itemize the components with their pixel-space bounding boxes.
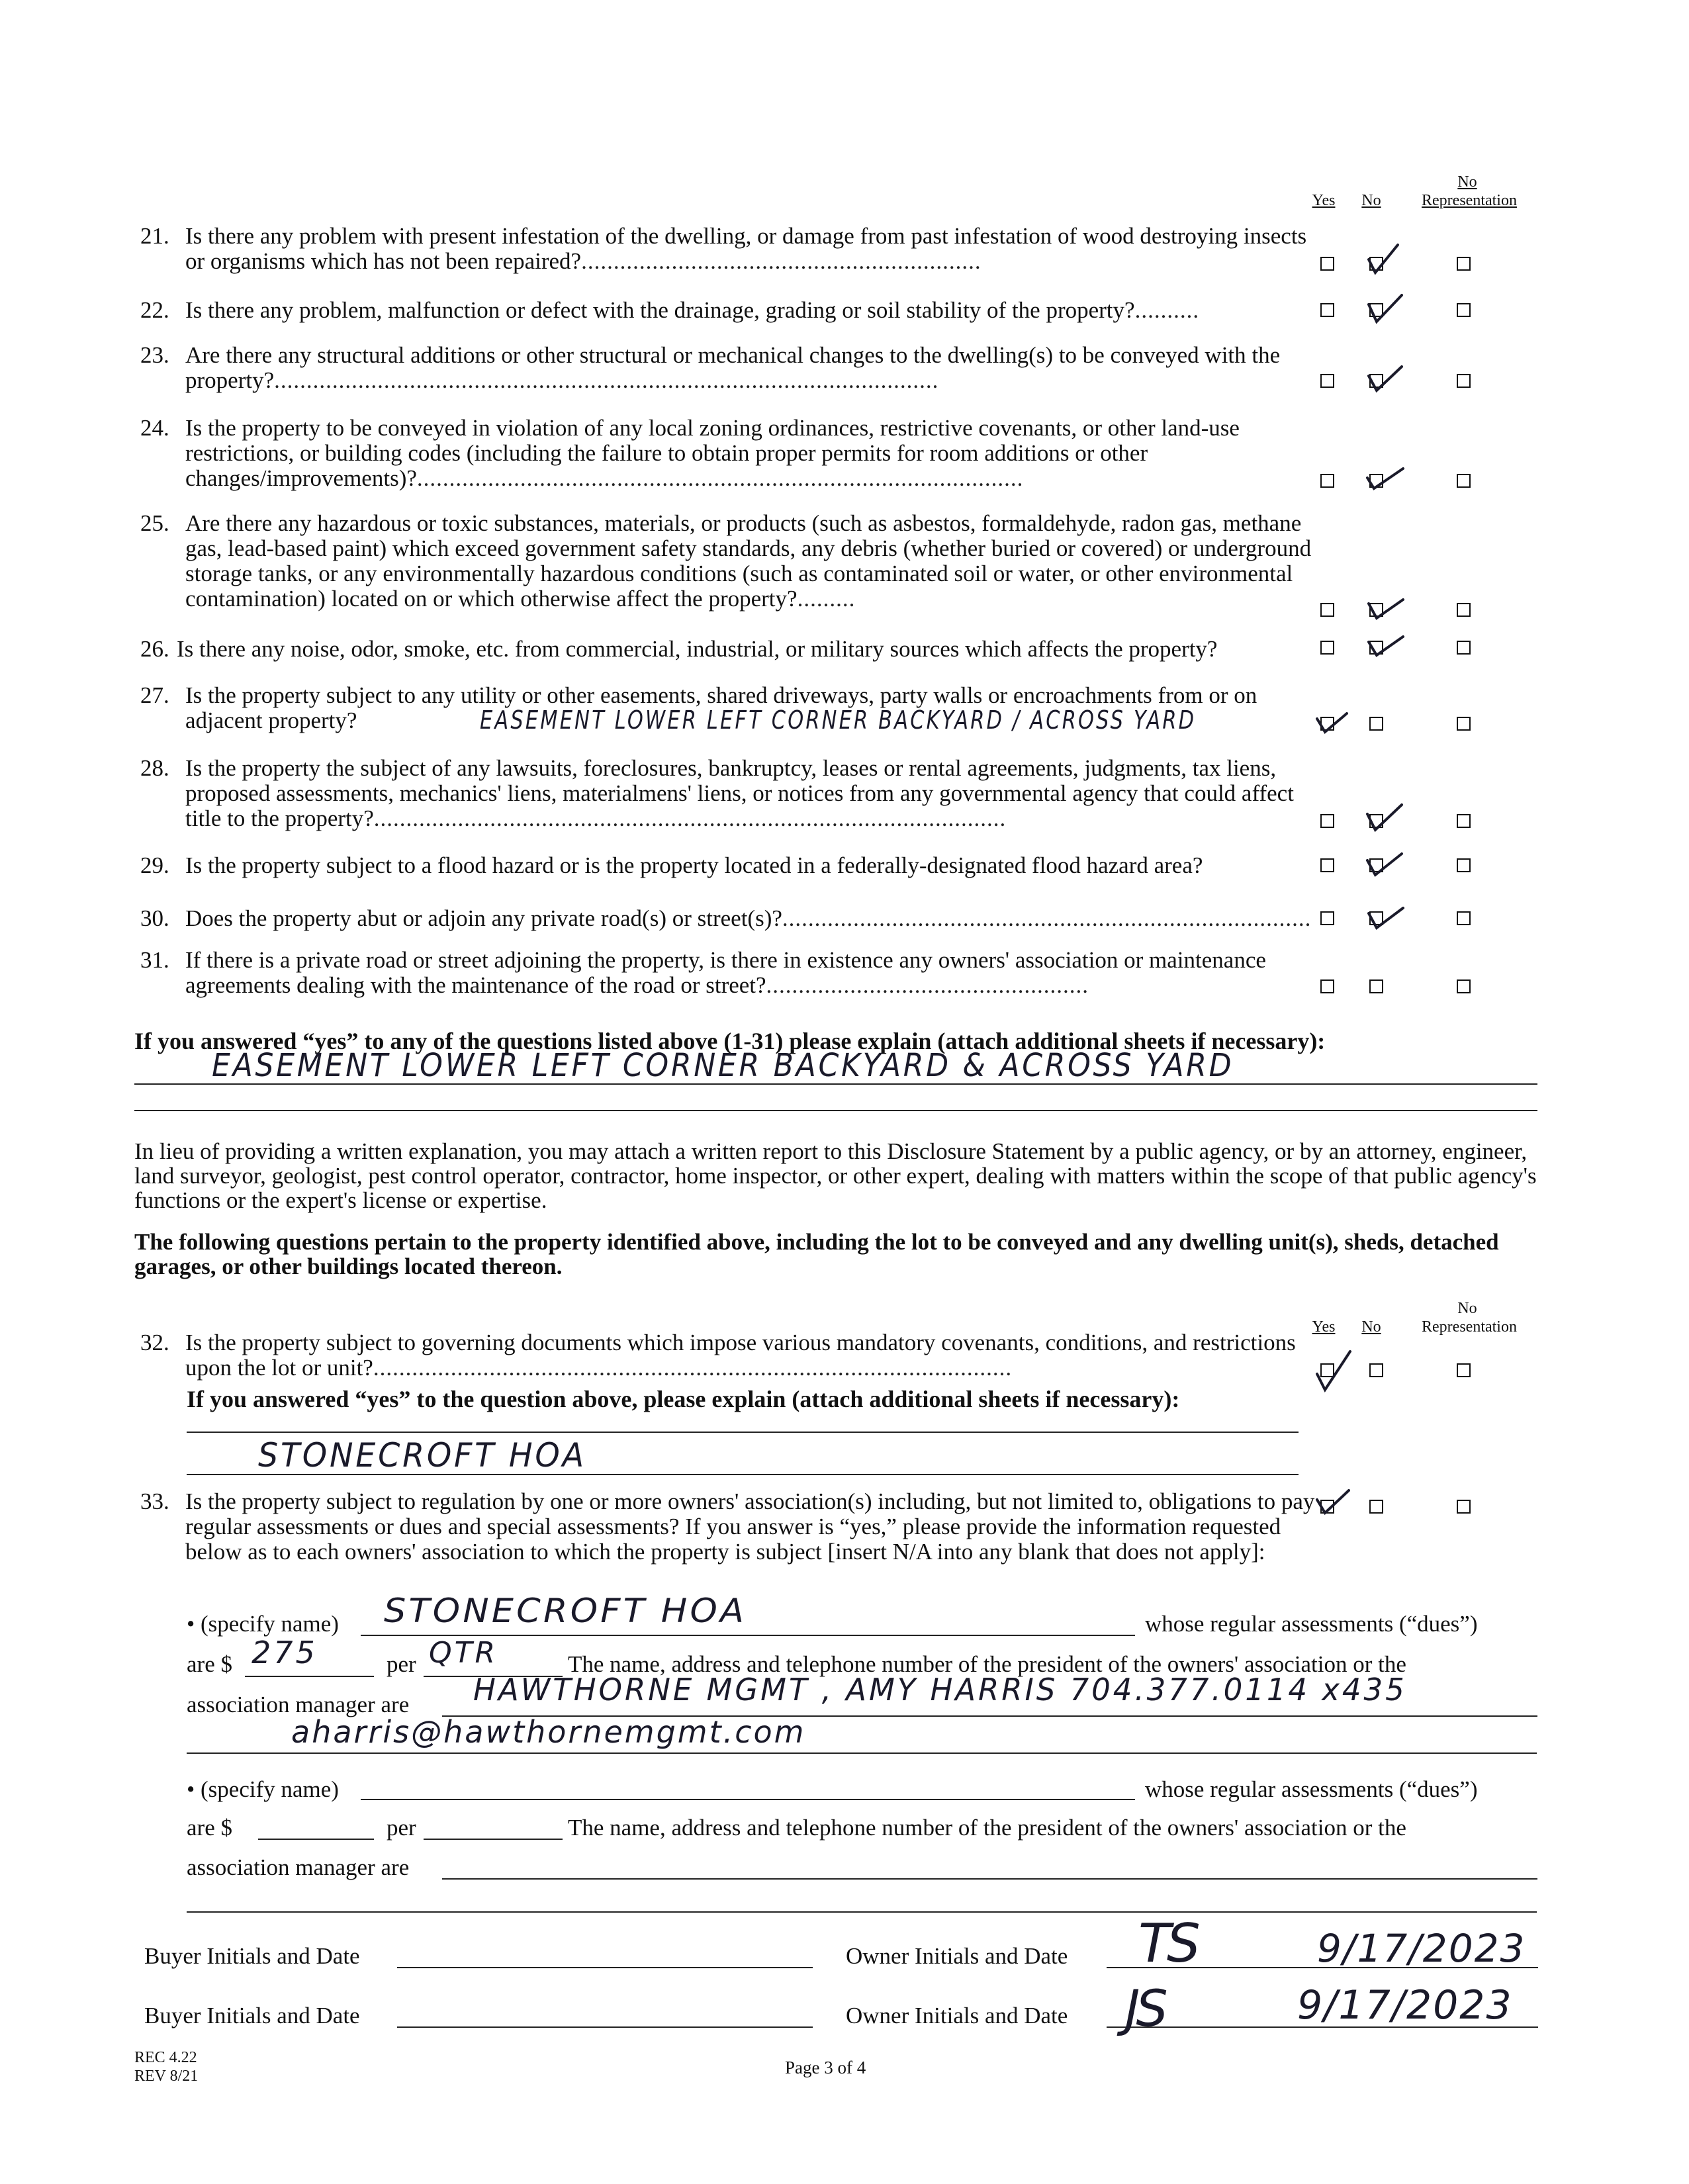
assoc1-email[interactable]: aharris@hawthornemgmt.com xyxy=(291,1714,806,1750)
question-text: Is the property subject to regulation by one or more owners' association(s) including, but not limited to, obligations to pay regular assessments or dues and special assessments? If you answer is “yes,” please provide the information requested below as to each owners' association to which the property is subject [insert N/A into any blank that does not apply]: xyxy=(185,1488,1315,1565)
question-text: Is there any problem, malfunction or defect with the drainage, grading or soil stability of the property? xyxy=(185,297,1135,323)
assoc1-email-line xyxy=(187,1752,1537,1754)
question-text: Are there any structural additions or other structural or mechanical changes to the dwelling(s) to be conveyed with the property? xyxy=(185,342,1281,393)
question-number: 26. xyxy=(140,636,169,662)
assoc1-amount[interactable]: 275 xyxy=(251,1635,318,1670)
q30-norep-checkbox[interactable] xyxy=(1457,911,1471,925)
q22-norep-checkbox[interactable] xyxy=(1457,303,1471,317)
q27-norep-checkbox[interactable] xyxy=(1457,717,1471,731)
q25-norep-checkbox[interactable] xyxy=(1457,603,1471,617)
question-text: Is the property subject to any utility or other easements, shared driveways, party walls or encroachments from or on adjacent property? xyxy=(185,682,1257,733)
q28-norep-checkbox[interactable] xyxy=(1457,814,1471,828)
question-text: Are there any hazardous or toxic substances, materials, or products (such as asbestos, formaldehyde, radon gas, methane gas, lead-based paint) which exceed government safety standards, any debris (whether buried or covered) or underground storage tanks, or any environmentally hazardous conditions (such as contaminated soil or water, or other environmental contamination) located on or which otherwise affect the property? xyxy=(185,510,1312,612)
assoc2-name-line[interactable] xyxy=(361,1799,1135,1800)
q26-norep-checkbox[interactable] xyxy=(1457,641,1471,655)
footer-page: Page 3 of 4 xyxy=(785,2058,866,2077)
question-25: 25. Are there any hazardous or toxic substances, materials, or products (such as asbestos, formaldehyde, radon gas, methane gas, lead-based paint) which exceed government safety standards, any debris (whether buried or covered) or underground storage tanks, or any environmentally hazardous conditions (such as contaminated soil or water, or other environmental contamination) located on or which otherwise affect the property?......... xyxy=(140,510,1312,612)
handwritten-checkmarks xyxy=(1310,232,1416,1013)
question-text: Does the property abut or adjoin any private road(s) or street(s)? xyxy=(185,905,782,931)
q29-norep-checkbox[interactable] xyxy=(1457,858,1471,872)
q27-handwritten-note: EASEMENT LOWER LEFT CORNER BACKYARD / ACROSS YARD xyxy=(480,705,1197,735)
assoc2-manager-label: association manager are xyxy=(187,1854,410,1880)
question-number: 21. xyxy=(140,223,169,249)
question-24: 24. Is the property to be conveyed in violation of any local zoning ordinances, restrictive covenants, or other land-use restrictions, or building codes (including the failure to obtain proper permits for room additions or other changes/improvements)?.............................................................................................. xyxy=(140,415,1240,491)
assoc2-per-label: per xyxy=(387,1815,416,1841)
assoc2-are-label: are $ xyxy=(187,1815,232,1841)
header-no: No xyxy=(1361,192,1381,209)
question-text: Is the property to be conveyed in violation of any local zoning ordinances, restrictive covenants, or other land-use restrictions, or building codes (including the failure to obtain proper permits for room additions or other changes/improvements)? xyxy=(185,415,1240,491)
q33-norep-checkbox[interactable] xyxy=(1457,1500,1471,1514)
question-number: 22. xyxy=(140,297,169,323)
question-29 xyxy=(140,853,1332,878)
q32-header-no-rep-2: Representation xyxy=(1422,1318,1517,1336)
question-text: Is the property subject to a flood hazard or is the property located in a federally-designated flood hazard area? xyxy=(185,852,1203,878)
q23-norep-checkbox[interactable] xyxy=(1457,374,1471,388)
assoc1-president-text: The name, address and telephone number of the president of the owners' association or the xyxy=(568,1651,1406,1677)
owner1-initials[interactable]: TS xyxy=(1138,1913,1197,1974)
assoc2-specify-label: • (specify name) xyxy=(187,1776,339,1802)
q32-header-no-rep-1: No xyxy=(1457,1300,1477,1317)
header-no-rep-1: No xyxy=(1457,173,1477,191)
q32-q33-checkmarks xyxy=(1310,1343,1370,1516)
question-21: 21. Is there any problem with present infestation of the dwelling, or damage from past infestation of wood destroying insects or organisms which has not been repaired?.............................................................. xyxy=(140,223,1307,274)
question-text: Is there any noise, odor, smoke, etc. from commercial, industrial, or military sources which affects the property? xyxy=(177,636,1218,662)
owner1-initials-label: Owner Initials and Date xyxy=(846,1943,1068,1969)
question-number: 28. xyxy=(140,755,169,781)
q32-no-checkbox[interactable] xyxy=(1369,1363,1383,1377)
question-text: If there is a private road or street adjoining the property, is there in existence any owners' association or maintenance agreements dealing with the maintenance of the road or street? xyxy=(185,947,1266,998)
question-23: 23. Are there any structural additions or other structural or mechanical changes to the dwelling(s) to be conveyed with the property?....................................................................................................... xyxy=(140,342,1281,393)
explain-prompt: If you answered “yes” to any of the questions listed above (1-31) please explain (attach additional sheets if necessary): xyxy=(134,1028,1326,1054)
q32-explain-line-1 xyxy=(187,1432,1299,1433)
assoc1-amount-line xyxy=(245,1676,374,1677)
buyer2-initials-label: Buyer Initials and Date xyxy=(144,2003,360,2028)
q24-norep-checkbox[interactable] xyxy=(1457,474,1471,488)
assoc1-period[interactable]: QTR xyxy=(429,1636,498,1670)
question-number: 25. xyxy=(140,510,169,536)
owner1-date[interactable]: 9/17/2023 xyxy=(1317,1926,1526,1971)
q33-no-checkbox[interactable] xyxy=(1369,1500,1383,1514)
q32-explain-answer[interactable]: STONECROFT HOA xyxy=(258,1436,586,1475)
question-number: 24. xyxy=(140,415,169,441)
buyer1-initials-line[interactable] xyxy=(397,1967,813,1968)
question-text: Is there any problem with present infestation of the dwelling, or damage from past infestation of wood destroying insects or organisms which has not been repaired? xyxy=(185,223,1307,274)
q32-explain-line-2 xyxy=(187,1474,1299,1475)
footer-code-1: REC 4.22 xyxy=(134,2049,197,2066)
owner2-initials[interactable]: JS xyxy=(1125,1979,1164,2038)
buyer2-initials-line[interactable] xyxy=(397,2026,813,2028)
assoc1-are-label: are $ xyxy=(187,1651,232,1677)
buyer1-initials-label: Buyer Initials and Date xyxy=(144,1943,360,1969)
assoc2-manager-line[interactable] xyxy=(442,1878,1537,1880)
question-number: 23. xyxy=(140,342,169,368)
question-22: 22. Is there any problem, malfunction or defect with the drainage, grading or soil stability of the property?.......... xyxy=(140,297,1200,323)
assoc1-specify-label: • (specify name) xyxy=(187,1611,339,1637)
assoc1-per-label: per xyxy=(387,1651,416,1677)
question-text: Is the property the subject of any lawsuits, foreclosures, bankruptcy, leases or rental agreements, judgments, tax liens, proposed assessments, mechanics' liens, materialmens' liens, or notices from any governmental agency that could affect title to the property? xyxy=(185,755,1294,831)
question-31: 31. If there is a private road or street adjoining the property, is there in existence any owners' association or maintenance agreements dealing with the maintenance of the road or street?.................................................. xyxy=(140,947,1266,998)
question-number: 30. xyxy=(140,905,169,931)
assoc2-president-text: The name, address and telephone number of the president of the owners' association or the xyxy=(568,1815,1406,1841)
lieu-paragraph: In lieu of providing a written explanation, you may attach a written report to this Disclosure Statement by a public agency, or by an attorney, engineer, land surveyor, geologist, pest control operator, contractor, home inspector, or other expert, dealing with matters within the scope of that public agency's functions or the expert's license or expertise. xyxy=(134,1138,1537,1213)
question-number: 33. xyxy=(140,1488,169,1514)
assoc1-manager-label: association manager are xyxy=(187,1692,410,1717)
header-no-rep-2: Representation xyxy=(1422,192,1517,209)
question-number: 27. xyxy=(140,682,169,708)
assoc1-dues-label: whose regular assessments (“dues”) xyxy=(1145,1611,1478,1637)
q32-norep-checkbox[interactable] xyxy=(1457,1363,1471,1377)
question-32: 32. Is the property subject to governing documents which impose various mandatory covenants, conditions, and restrictions upon the lot or unit?................................................................................................... xyxy=(140,1330,1296,1381)
question-26 xyxy=(140,637,1332,662)
q32-header-no: No xyxy=(1361,1318,1381,1336)
assoc2-dues-label: whose regular assessments (“dues”) xyxy=(1145,1776,1478,1802)
question-text: Is the property subject to governing documents which impose various mandatory covenants, conditions, and restrictions upon the lot or unit? xyxy=(185,1330,1296,1381)
explain-answer[interactable]: EASEMENT LOWER LEFT CORNER BACKYARD & ACROSS YARD xyxy=(212,1047,1234,1084)
assoc1-manager[interactable]: HAWTHORNE MGMT , AMY HARRIS 704.377.0114 x435 xyxy=(473,1672,1407,1707)
header-yes: Yes xyxy=(1312,192,1336,209)
explain-line-2 xyxy=(134,1110,1537,1111)
q31-norep-checkbox[interactable] xyxy=(1457,979,1471,993)
following-paragraph: The following questions pertain to the property identified above, including the lot to be conveyed and any dwelling unit(s), sheds, detached garages, or other buildings located thereon. xyxy=(134,1229,1499,1279)
q32-explain-prompt: If you answered “yes” to the question above, please explain (attach additional sheets if necessary): xyxy=(187,1386,1180,1412)
question-number: 29. xyxy=(140,852,169,878)
footer-code-2: REV 8/21 xyxy=(134,2068,199,2085)
explain-line-1 xyxy=(134,1083,1537,1085)
q21-norep-checkbox[interactable] xyxy=(1457,257,1471,271)
owner2-initials-label: Owner Initials and Date xyxy=(846,2003,1068,2028)
assoc2-amount-line[interactable] xyxy=(258,1839,374,1840)
owner2-date[interactable]: 9/17/2023 xyxy=(1297,1982,1513,2028)
question-30: 30. Does the property abut or adjoin any private road(s) or street(s)?.................................................................................. xyxy=(140,905,1312,931)
q32-header-yes: Yes xyxy=(1312,1318,1336,1336)
question-33 xyxy=(140,1489,1318,1565)
question-number: 32. xyxy=(140,1330,169,1355)
assoc1-name[interactable]: STONECROFT HOA xyxy=(384,1592,747,1630)
assoc2-period-line[interactable] xyxy=(424,1839,563,1840)
question-number: 31. xyxy=(140,947,169,973)
assoc2-extra-line[interactable] xyxy=(187,1911,1537,1913)
question-28: 28. Is the property the subject of any lawsuits, foreclosures, bankruptcy, leases or rental agreements, judgments, tax liens, proposed assessments, mechanics' liens, materialmens' liens, or notices from any governmental agency that could affect title to the property?.................................................................................................. xyxy=(140,755,1294,831)
